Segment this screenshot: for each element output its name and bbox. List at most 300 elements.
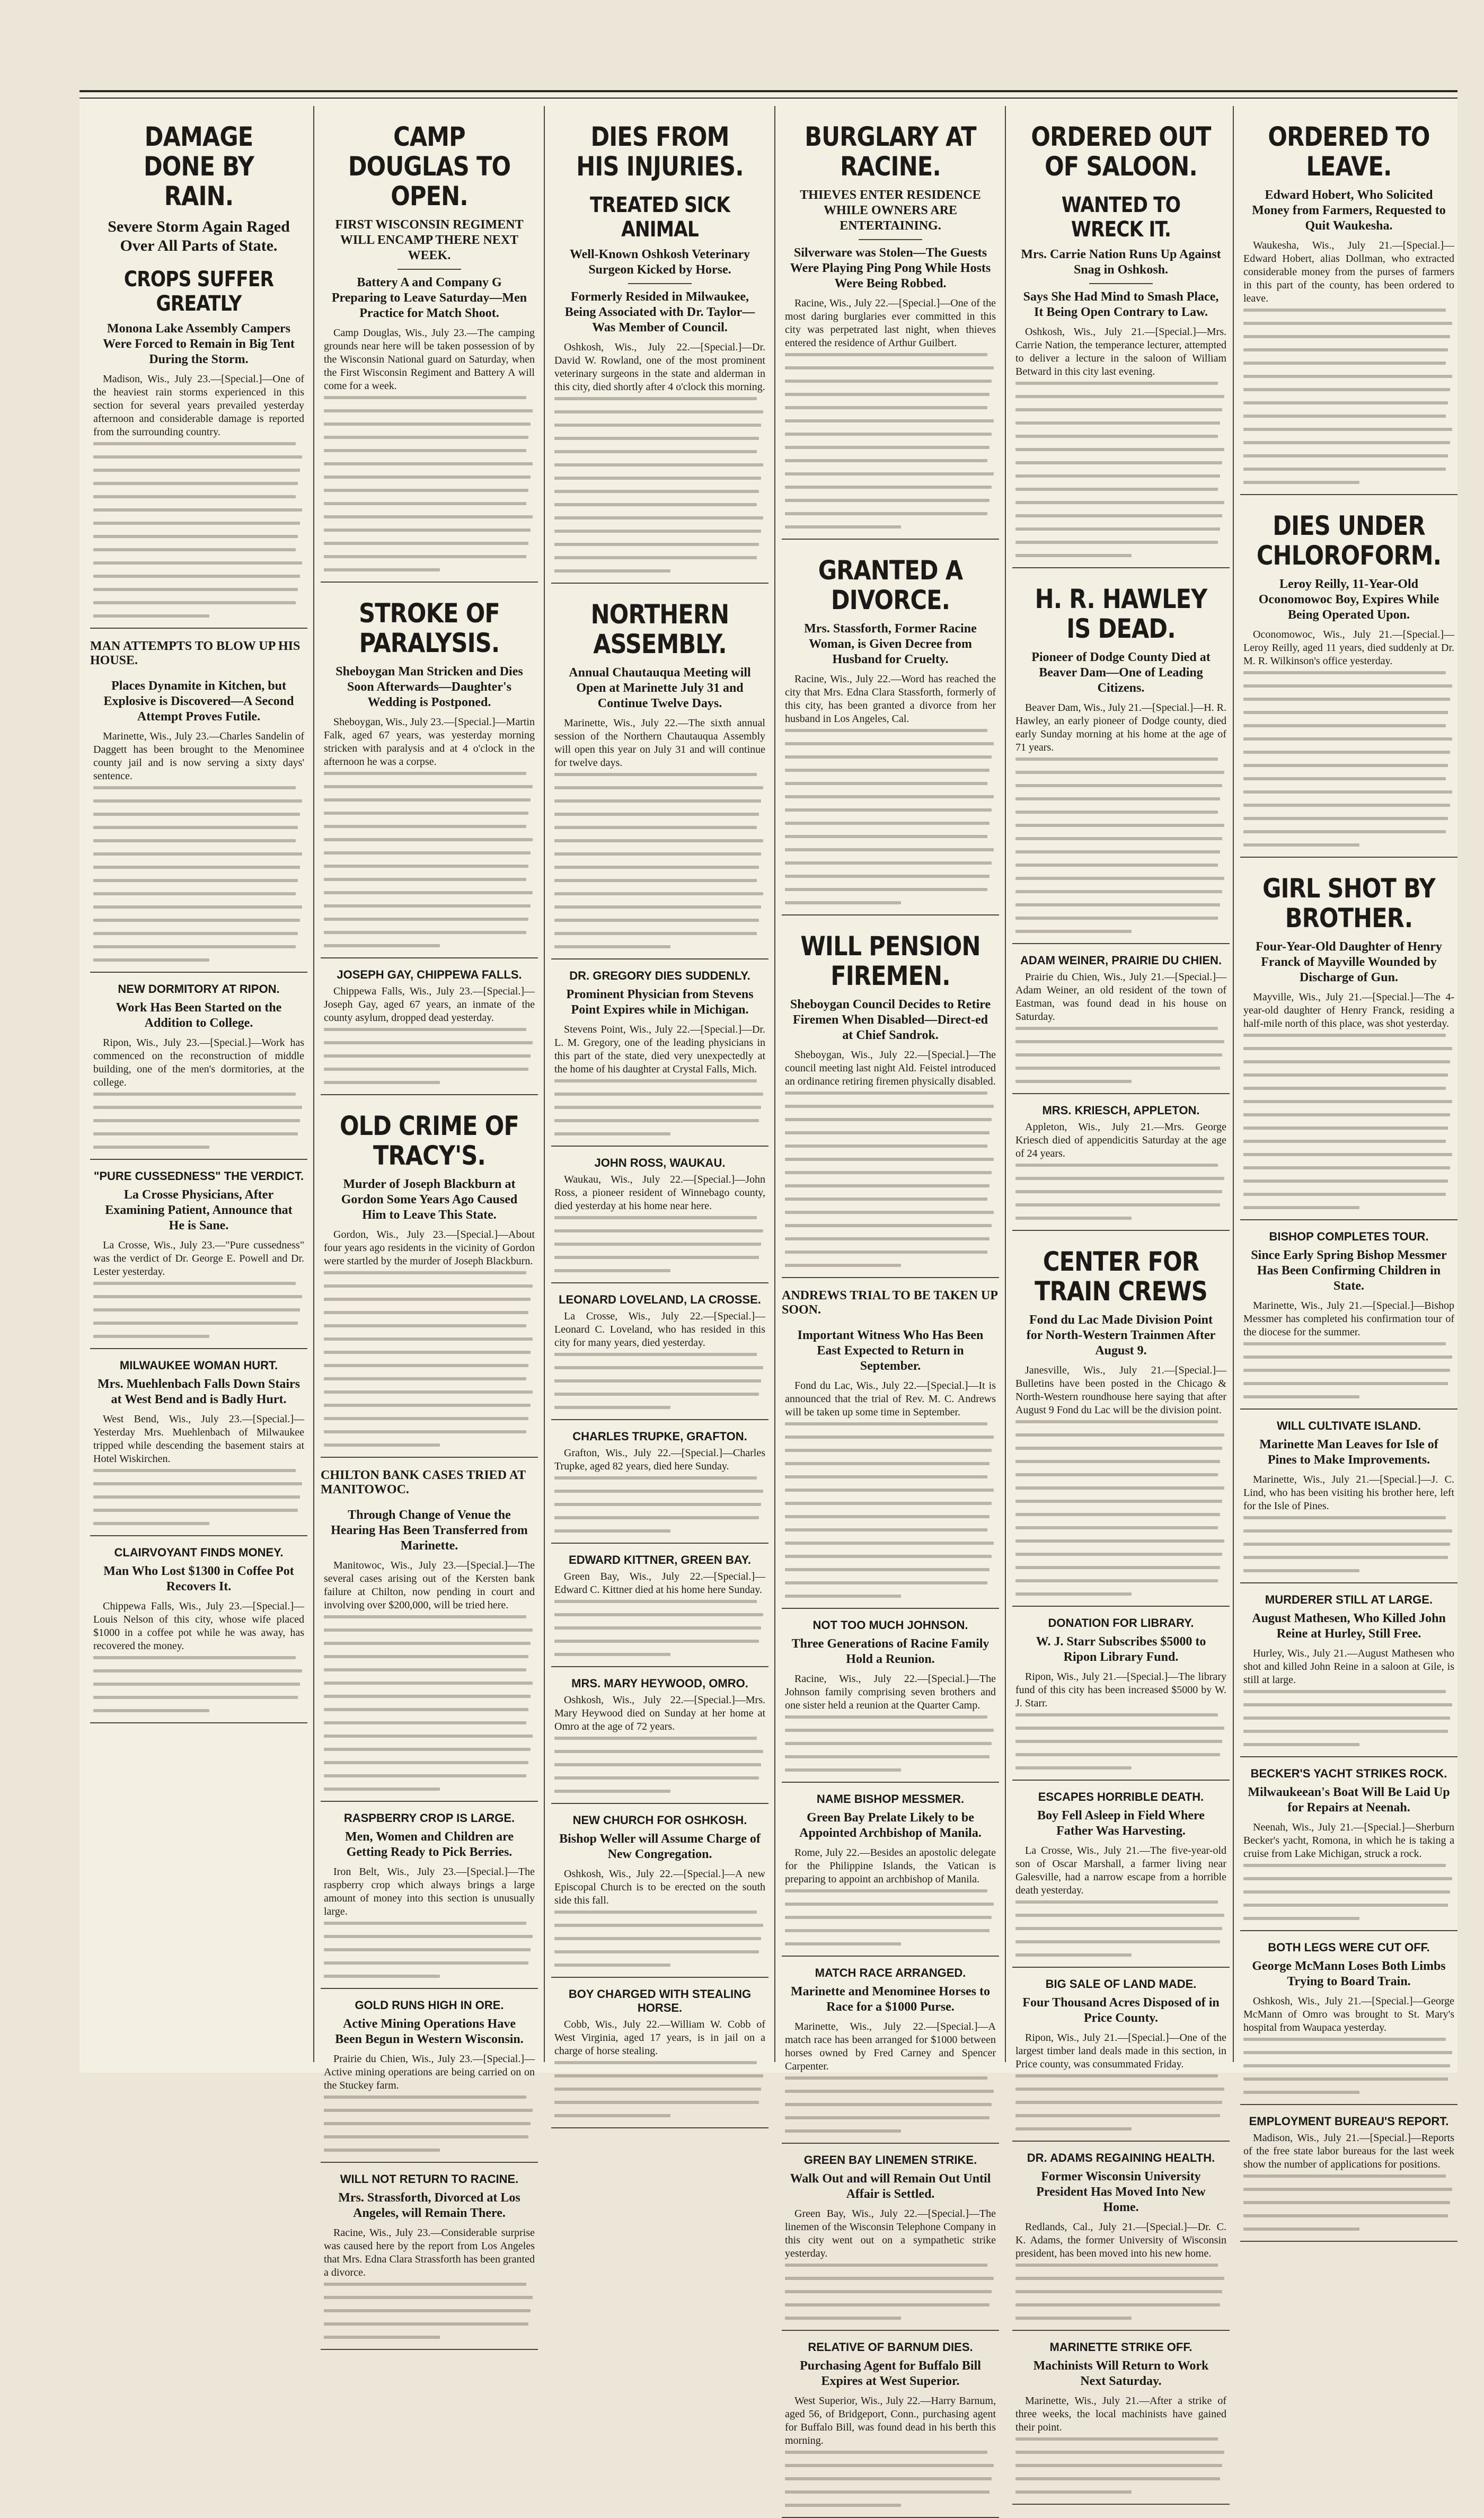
- article-body: Ripon, Wis., July 21.—[Special.]—The library fund of this city has been increased $5000 by W. J. Starr.: [1015, 1671, 1226, 1709]
- article-deck: Through Change of Venue the Hearing Has Been Transferred from Marinette.: [331, 1508, 528, 1553]
- deck-divider: [628, 283, 692, 284]
- article-body: Rome, July 22.—Besides an apostolic delegate for the Philippine Islands, the Vatican is preparing to appoint an archbishop of Manila.: [785, 1846, 996, 1885]
- article-subheadline: JOHN ROSS, WAUKAU.: [594, 1156, 726, 1169]
- article-body: Oshkosh, Wis., July 21.—[Special.]—Mrs. Carrie Nation, the temperance lecturer, attempted to deliver a lecture in the saloon of William Betward in this city last evening.: [1015, 326, 1226, 377]
- article-separator: [1240, 2104, 1458, 2105]
- article: [551, 1987, 768, 2128]
- article-separator: [1240, 1582, 1458, 1583]
- article-deck: Bishop Weller will Assume Charge of New Congregation.: [559, 1832, 761, 1861]
- article-deck: Boy Fell Asleep in Field Where Father Was Harvesting.: [1037, 1809, 1205, 1838]
- article-body: Cobb, Wis., July 22.—William W. Cobb of West Virginia, aged 17 years, is in jail on a charge of horse stealing.: [554, 2019, 765, 2057]
- article-subheadline: NEW DORMITORY AT RIPON.: [118, 982, 280, 996]
- article-deck: Machinists Will Return to Work Next Saturday.: [1033, 2359, 1209, 2388]
- article-separator: [1240, 857, 1458, 858]
- article-headline: GIRL SHOT BY BROTHER.: [1262, 873, 1435, 934]
- article-deck: Edward Hobert, Who Solicited Money from Farmers, Requested to Quit Waukesha.: [1252, 188, 1446, 233]
- article-body-continued: [1243, 1034, 1454, 1209]
- article-body-continued: [93, 1469, 304, 1525]
- article: [321, 1111, 538, 1458]
- article-subheadline: RASPBERRY CROP IS LARGE.: [343, 1811, 515, 1825]
- article-body-continued: [1015, 1420, 1226, 1596]
- article-separator: [90, 628, 307, 629]
- article-headline: H. R. HAWLEY IS DEAD.: [1035, 584, 1207, 644]
- deck-divider: [398, 269, 461, 270]
- article-body: La Crosse, Wis., July 22.—[Special.]—Leonard C. Loveland, who has resided in this city for many years, died yesterday.: [554, 1310, 765, 1349]
- article-body-continued: [1015, 2074, 1226, 2130]
- article-separator: [1240, 2241, 1458, 2242]
- article-subheadline: BOY CHARGED WITH STEALING HORSE.: [568, 1987, 752, 2014]
- article-subheadline: GREEN BAY LINEMEN STRIKE.: [803, 2153, 977, 2167]
- article-body: Oshkosh, Wis., July 22.—[Special.]—A new Episcopal Church is to be erected on the south side this fall.: [554, 1868, 765, 1906]
- article-headline: DAMAGE DONE BY RAIN.: [143, 121, 254, 212]
- article: [90, 982, 307, 1160]
- article: [1012, 122, 1230, 568]
- article: [321, 968, 538, 1095]
- article: [321, 1468, 538, 1802]
- article-separator: [90, 1348, 307, 1349]
- article-body-continued: [1015, 1900, 1226, 1957]
- article-subheadline: RELATIVE OF BARNUM DIES.: [808, 2340, 973, 2354]
- article-separator: [321, 2349, 538, 2350]
- article-body-continued: [93, 1282, 304, 1338]
- article: [1012, 2151, 1230, 2331]
- article: [321, 1811, 538, 1989]
- article-headline: ANDREWS TRIAL TO BE TAKEN UP SOON.: [782, 1288, 997, 1317]
- article-deck: Purchasing Agent for Buffalo Bill Expires at West Superior.: [800, 2358, 981, 2388]
- article-deck: W. J. Starr Subscribes $5000 to Ripon Library Fund.: [1036, 1635, 1206, 1664]
- article-body-continued: [1243, 2174, 1454, 2231]
- article-deck: Pioneer of Dodge County Died at Beaver Dam—One of Leading Citizens.: [1031, 650, 1211, 695]
- article-separator: [551, 958, 768, 959]
- article-body: Neenah, Wis., July 21.—[Special.]—Sherburn Becker's yacht, Romona, in which he is taking a cruise from Lake Michigan, struck a rock.: [1243, 1821, 1454, 1860]
- article-body: West Superior, Wis., July 22.—Harry Barnum, aged 56, of Bridgeport, Conn., purchasing agent for Buffalo Bill, was found dead in his berth this morning.: [785, 2394, 996, 2446]
- article-deck: Four Thousand Acres Disposed of in Price County.: [1022, 1996, 1220, 2025]
- article-deck: Leroy Reilly, 11-Year-Old Oconomowoc Boy, Expires While Being Operated Upon.: [1258, 577, 1439, 622]
- article: [1012, 1247, 1230, 1607]
- article-separator: [1012, 567, 1230, 568]
- article-body-continued: [554, 1737, 765, 1793]
- article-body-continued: [785, 1715, 996, 1772]
- article-body-continued: [554, 1910, 765, 1967]
- article-deck: Battery A and Company G Preparing to Leave Saturday—Men Practice for Match Shoot.: [331, 276, 527, 320]
- article-body-continued: [1015, 1164, 1226, 1220]
- article-separator: [321, 1094, 538, 1095]
- article-body: Waukesha, Wis., July 21.—[Special.]—Edward Hobert, alias Dollman, who extracted considerable money from the purses of farmers in this part of the county, has been ordered to leave.: [1243, 240, 1454, 304]
- article-body-continued: [554, 773, 765, 948]
- article-headline: OLD CRIME OF TRACY'S.: [339, 1111, 519, 1171]
- article-separator: [321, 582, 538, 583]
- article-headline: DIES UNDER CHLOROFORM.: [1256, 510, 1442, 571]
- article-separator: [551, 1146, 768, 1147]
- article-body-continued: [93, 1656, 304, 1712]
- article: [321, 1998, 538, 2163]
- article: [1240, 874, 1458, 1220]
- column-rule: [1233, 106, 1234, 2062]
- article-deck: Former Wisconsin University President Has Moved Into New Home.: [1036, 2170, 1206, 2214]
- article-separator: [782, 914, 999, 915]
- article-body-continued: [785, 1091, 996, 1267]
- article-deck: Mrs. Carrie Nation Runs Up Against Snag in Oshkosh.: [1021, 248, 1221, 277]
- article-subheadline: DR. GREGORY DIES SUDDENLY.: [569, 969, 750, 982]
- article-body-continued: [785, 1889, 996, 1945]
- article: [90, 1546, 307, 1723]
- article-separator: [551, 2127, 768, 2128]
- article-body: Appleton, Wis., July 21.—Mrs. George Kriesch died of appendicitis Saturday at the age of 24 years.: [1015, 1121, 1226, 1159]
- article-body: Redlands, Cal., July 21.—[Special.]—Dr. C. K. Adams, the former University of Wisconsin president, has been moved into his new home.: [1015, 2221, 1226, 2259]
- article-subheadline: BOTH LEGS WERE CUT OFF.: [1268, 1941, 1430, 1954]
- article-separator: [1012, 2504, 1230, 2505]
- article-deck: Green Bay Prelate Likely to be Appointed Archbishop of Manila.: [799, 1810, 982, 1840]
- article-body: Marinette, Wis., July 22.—[Special.]—A match race has been arranged for $1000 between horses owned by Fred Carney and Spencer Carpenter.: [785, 2020, 996, 2072]
- article-subheadline: WILL CULTIVATE ISLAND.: [1276, 1419, 1421, 1432]
- article-body: Waukau, Wis., July 22.—[Special.]—John Ross, a pioneer resident of Winnebago county, died yesterday at his home near here.: [554, 1174, 765, 1212]
- article-body-continued: [785, 2451, 996, 2507]
- article-separator: [1240, 1219, 1458, 1220]
- article-deck: Places Dynamite in Kitchen, but Explosive is Discovered—A Second Attempt Proves Futile.: [103, 679, 294, 724]
- article-separator: [1012, 2330, 1230, 2331]
- column-6: [1240, 106, 1458, 2170]
- article-body-continued: [554, 1079, 765, 1135]
- article-body: Beaver Dam, Wis., July 21.—[Special.]—H. R. Hawley, an early pioneer of Dodge county, died early Sunday morning at his home at the age of 71 years.: [1015, 702, 1226, 753]
- article-body-continued: [93, 786, 304, 962]
- article-second-headline: WANTED TO WRECK IT.: [1061, 193, 1181, 242]
- article-deck: Says She Had Mind to Smash Place, It Being Open Contrary to Law.: [1023, 290, 1219, 319]
- article-separator: [1012, 1606, 1230, 1607]
- article-deck: Man Who Lost $1300 in Coffee Pot Recovers It.: [103, 1564, 294, 1593]
- article-subheadline: EMPLOYMENT BUREAU'S REPORT.: [1249, 2115, 1449, 2128]
- article: [1012, 954, 1230, 1094]
- article-deck: FIRST WISCONSIN REGIMENT WILL ENCAMP THERE NEXT WEEK.: [335, 218, 524, 262]
- article: [551, 600, 768, 959]
- article: [782, 1792, 999, 1957]
- article-body: La Crosse, Wis., July 21.—The five-year-old son of Oscar Marshall, a farmer living near Galesville, had a narrow escape from a horrible death yesterday.: [1015, 1845, 1226, 1896]
- article: [551, 1677, 768, 1804]
- masthead-rule: [80, 90, 1458, 99]
- article-separator: [551, 1977, 768, 1978]
- article: [90, 639, 307, 973]
- article-subheadline: MARINETTE STRIKE OFF.: [1049, 2340, 1192, 2354]
- article-separator: [1240, 1408, 1458, 1410]
- article-subheadline: MRS. KRIESCH, APPLETON.: [1042, 1104, 1200, 1117]
- article-separator: [321, 1457, 538, 1458]
- deck-divider: [1089, 283, 1153, 284]
- article-body-continued: [324, 2283, 535, 2339]
- article-deck: Since Early Spring Bishop Messmer Has Been Confirming Children in State.: [1251, 1248, 1447, 1293]
- article-body: Hurley, Wis., July 21.—August Mathesen who shot and killed John Reine in a saloon at Gile, is still at large.: [1243, 1648, 1454, 1686]
- article-headline: CENTER FOR TRAIN CREWS: [1035, 1246, 1207, 1307]
- article: [551, 1813, 768, 1978]
- article-body: Oshkosh, Wis., July 21.—[Special.]—George McMann of Omro was brought to St. Mary's hospital from Waupaca yesterday.: [1243, 1995, 1454, 2033]
- article-body: Sheboygan, Wis., July 23.—[Special.]—Martin Falk, aged 67 years, was yesterday morning stricken with paralysis and at 4 o'clock in the afternoon he was a corpse.: [324, 716, 535, 768]
- article-body-continued: [1243, 1516, 1454, 1572]
- article-body: Iron Belt, Wis., July 23.—[Special.]—The raspberry crop which always brings a large amount of money into this section is unusually large.: [324, 1865, 535, 1917]
- article-body: Racine, Wis., July 22.—Word has reached the city that Mrs. Edna Clara Stassforth, formerly of this city, has been granted a divorce from her husband in Los Angeles, Cal.: [785, 673, 996, 725]
- article-body-continued: [324, 2096, 535, 2152]
- article-subheadline: MATCH RACE ARRANGED.: [815, 1966, 966, 1979]
- article-body-continued: [1015, 1027, 1226, 1083]
- article-subhead: Severe Storm Again Raged Over All Parts of State.: [108, 218, 290, 254]
- deck-divider: [859, 239, 922, 240]
- article-body: Oshkosh, Wis., July 22.—[Special.]—Dr. David W. Rowland, one of the most prominent veterinary surgeons in the state and alderman in this city, died shortly after 4 o'clock this morning.: [554, 341, 765, 393]
- article-separator: [1012, 2141, 1230, 2142]
- article-body-continued: [554, 397, 765, 573]
- article-headline: BURGLARY AT RACINE.: [805, 121, 976, 182]
- article: [321, 2172, 538, 2350]
- article-body-continued: [1015, 2437, 1226, 2494]
- article-separator: [1012, 1967, 1230, 1968]
- article-deck: August Mathesen, Who Killed John Reine at Hurley, Still Free.: [1252, 1612, 1446, 1641]
- article-body-continued: [324, 1028, 535, 1084]
- article: [321, 598, 538, 958]
- article-body: Ripon, Wis., July 21.—[Special.]—One of the largest timber land deals made in this section, in Price county, was consummated Friday.: [1015, 2032, 1226, 2070]
- article-subheadline: ESCAPES HORRIBLE DEATH.: [1038, 1790, 1204, 1803]
- article: [1012, 1977, 1230, 2142]
- article-body: Green Bay, Wis., July 22.—[Special.]—Edward C. Kittner died at his home here Sunday.: [554, 1571, 765, 1596]
- article-headline: DIES FROM HIS INJURIES.: [576, 121, 744, 182]
- article-body-continued: [554, 2061, 765, 2117]
- column-rule: [1005, 106, 1006, 2062]
- article-separator: [551, 1543, 768, 1544]
- article-body: Manitowoc, Wis., July 23.—[Special.]—The several cases arising out of the Kersten bank failure at Chilton, now pending in court and involving over $200,000, will be tried here.: [324, 1559, 535, 1611]
- article-body: Mayville, Wis., July 21.—[Special.]—The 4-year-old daughter of Henry Franck, residing a half-mile north of this place, was shot yesterday.: [1243, 991, 1454, 1029]
- article-subheadline: "PURE CUSSEDNESS" THE VERDICT.: [93, 1169, 304, 1183]
- article: [782, 1966, 999, 2144]
- article-separator: [1240, 1930, 1458, 1931]
- article: [551, 1430, 768, 1544]
- article-body: Racine, Wis., July 22.—[Special.]—One of the most daring burglaries ever committed in this city was perpetrated last night, when thieves entered the residence of Arthur Guilbert.: [785, 297, 996, 349]
- article-body-continued: [1243, 309, 1454, 484]
- article-separator: [782, 1782, 999, 1783]
- article-subheadline: NAME BISHOP MESSMER.: [816, 1792, 965, 1806]
- article-deck: Sheboygan Man Stricken and Dies Soon Afterwards—Daughter's Wedding is Postponed.: [335, 665, 523, 709]
- article-headline: STROKE OF PARALYSIS.: [359, 598, 500, 658]
- article-deck: La Crosse Physicians, After Examining Patient, Announce that He is Sane.: [105, 1187, 293, 1232]
- article-body-continued: [785, 1422, 996, 1598]
- article-body: Marinette, Wis., July 21.—[Special.]—J. C. Lind, who has been visiting his brother here, left for the Isle of Pines.: [1243, 1474, 1454, 1512]
- article-body: Oshkosh, Wis., July 22.—[Special.]—Mrs. Mary Heywood died on Sunday at her home at Omro at the age of 72 years.: [554, 1694, 765, 1732]
- article-deck: Silverware was Stolen—The Guests Were Playing Ping Pong While Hosts Were Being Robbed.: [790, 246, 991, 290]
- article-body: Ripon, Wis., July 23.—[Special.]—Work has commenced on the reconstruction of middle building, one of the men's dormitories, at the college.: [93, 1036, 304, 1088]
- article-body-continued: [1015, 2264, 1226, 2320]
- article-body: Stevens Point, Wis., July 22.—[Special.]—Dr. L. M. Gregory, one of the leading physicians in this part of the state, died very unexpectedly at the home of his daughter at Crystal Falls, Mich.: [554, 1024, 765, 1075]
- article-body: Gordon, Wis., July 23.—[Special.]—About four years ago residents in the vicinity of Gordon were startled by the murder of Joseph Blackburn.: [324, 1229, 535, 1267]
- article: [782, 556, 999, 915]
- article-deck: Well-Known Oshkosh Veterinary Surgeon Kicked by Horse.: [569, 248, 750, 277]
- article-deck: Active Mining Operations Have Been Begun in Western Wisconsin.: [335, 2017, 524, 2046]
- article-body: Racine, Wis., July 23.—Considerable surprise was caused here by the report from Los Angeles that Mrs. Edna Clara Strassforth has been granted a divorce.: [324, 2226, 535, 2278]
- article-deck: Annual Chautauqua Meeting will Open at Marinette July 31 and Continue Twelve Days.: [569, 666, 751, 710]
- article-headline: GRANTED A DIVORCE.: [818, 555, 963, 615]
- article: [782, 1289, 999, 1609]
- article: [1012, 584, 1230, 944]
- article-subheadline: EDWARD KITTNER, GREEN BAY.: [569, 1553, 751, 1566]
- article-body-continued: [324, 1271, 535, 1447]
- article: [551, 969, 768, 1147]
- article-separator: [1012, 1230, 1230, 1231]
- article-deck: THIEVES ENTER RESIDENCE WHILE OWNERS ARE ENTERTAINING.: [800, 188, 981, 233]
- article-body: Prairie du Chien, Wis., July 23.—[Special.]—Active mining operations are being carried on on the Stuckey farm.: [324, 2053, 535, 2091]
- article: [321, 122, 538, 583]
- article: [1240, 511, 1458, 858]
- article-body: Sheboygan, Wis., July 22.—[Special.]—The council meeting last night Ald. Feistel introduced an ordinance retiring firemen physically disabled.: [785, 1049, 996, 1087]
- article-body-continued: [1015, 758, 1226, 933]
- article-deck: Monona Lake Assembly Campers Were Forced to Remain in Big Tent During the Storm.: [103, 322, 295, 366]
- article-body-continued: [1243, 2038, 1454, 2094]
- article-headline: ORDERED TO LEAVE.: [1268, 121, 1430, 182]
- article-body-continued: [554, 1476, 765, 1533]
- article-separator: [551, 1282, 768, 1283]
- article-separator: [1012, 1093, 1230, 1094]
- article: [1240, 1941, 1458, 2105]
- article-body: Madison, Wis., July 23.—[Special.]—One of the heaviest rain storms experienced in this section for several years prevailed yesterday afternoon and considerable damage is reported from the surrounding country.: [93, 373, 304, 438]
- article-body: Chippewa Falls, Wis., July 23.—[Special.]—Joseph Gay, aged 67 years, an inmate of the county asylum, dropped dead yesterday.: [324, 985, 535, 1024]
- article-body-continued: [1015, 1713, 1226, 1769]
- article: [1240, 1767, 1458, 1931]
- article-subheadline: GOLD RUNS HIGH IN ORE.: [355, 1998, 504, 2012]
- article-subheadline: MRS. MARY HEYWOOD, OMRO.: [571, 1677, 748, 1690]
- article-body-continued: [785, 353, 996, 529]
- article-deck: George McMann Loses Both Limbs Trying to Board Train.: [1252, 1959, 1446, 1988]
- article-separator: [782, 1956, 999, 1957]
- article-separator: [321, 2162, 538, 2163]
- article-deck: Fond du Lac Made Division Point for North-Western Trainmen After August 9.: [1026, 1313, 1216, 1358]
- article-subheadline: DR. ADAMS REGAINING HEALTH.: [1027, 2151, 1215, 2164]
- article-separator: [321, 1801, 538, 1802]
- article-body-continued: [1243, 1342, 1454, 1398]
- article-separator: [90, 1159, 307, 1160]
- column-rule: [313, 106, 314, 2062]
- article-headline: CHILTON BANK CASES TRIED AT MANITOWOC.: [321, 1468, 526, 1496]
- article-deck: Marinette and Menominee Horses to Race for a $1000 Purse.: [791, 1984, 990, 2014]
- article-subheadline: MILWAUKEE WOMAN HURT.: [119, 1358, 278, 1372]
- article: [1240, 1593, 1458, 1757]
- column-rule: [544, 106, 545, 2062]
- article-headline: WILL PENSION FIREMEN.: [800, 931, 980, 991]
- article: [551, 122, 768, 584]
- column-1: [90, 106, 307, 2062]
- article-second-headline: CROPS SUFFER GREATLY: [123, 267, 274, 316]
- article-body: Marinette, Wis., July 21.—After a strike of three weeks, the local machinists have gained their point.: [1015, 2395, 1226, 2433]
- article-deck: Mrs. Strassforth, Divorced at Los Angeles, will Remain There.: [338, 2190, 520, 2220]
- article-body: Green Bay, Wis., July 22.—[Special.]—The linemen of the Wisconsin Telephone Company in this city went out on a sympathetic strike yesterday.: [785, 2207, 996, 2259]
- article: [1240, 1230, 1458, 1410]
- article-body: Marinette, Wis., July 22.—The sixth annual session of the Northern Chautauqua Assembly will open this year on July 31 and will continue for twelve days.: [554, 717, 765, 769]
- article: [1240, 2115, 1458, 2242]
- article-body-continued: [1243, 1864, 1454, 1920]
- article: [1240, 122, 1458, 495]
- article: [90, 1359, 307, 1536]
- article-deck: Important Witness Who Has Been East Expected to Return in September.: [797, 1328, 984, 1373]
- article-headline: NORTHERN ASSEMBLY.: [590, 599, 729, 659]
- article: [782, 1618, 999, 1783]
- article-separator: [782, 539, 999, 540]
- article-body-continued: [554, 1353, 765, 1409]
- article-separator: [1012, 943, 1230, 944]
- article-body-continued: [93, 1093, 304, 1149]
- article-headline: ORDERED OUT OF SALOON.: [1031, 121, 1211, 182]
- article: [782, 931, 999, 1278]
- article-separator: [1240, 1756, 1458, 1757]
- article-body: Marinette, Wis., July 21.—[Special.]—Bishop Messmer has completed his confirmation tour of the diocese for the summer.: [1243, 1300, 1454, 1338]
- article-body: West Bend, Wis., July 23.—[Special.]—Yesterday Mrs. Muehlenbach of Milwaukee tripped while descending the basement stairs at Hotel Wiskirchen.: [93, 1413, 304, 1465]
- article-body-continued: [1243, 671, 1454, 847]
- article: [1012, 1104, 1230, 1231]
- article-deck: Milwaukeean's Boat Will Be Laid Up for Repairs at Neenah.: [1248, 1785, 1450, 1815]
- article-body-continued: [1243, 1690, 1454, 1746]
- article: [90, 1169, 307, 1349]
- article-body: Camp Douglas, Wis., July 23.—The camping grounds near here will be taken possession of by the Wisconsin National guard on Saturday, when the First Wisconsin Regiment and Battery A will come for a week.: [324, 327, 535, 392]
- article-separator: [551, 1419, 768, 1420]
- article-deck: Four-Year-Old Daughter of Henry Franck of Mayville Wounded by Discharge of Gun.: [1256, 940, 1442, 984]
- article-separator: [1240, 494, 1458, 495]
- column-5: [1012, 106, 1230, 2433]
- article: [551, 1156, 768, 1283]
- article-separator: [90, 972, 307, 973]
- article: [1012, 1616, 1230, 1781]
- article-separator: [782, 2330, 999, 2331]
- article-body-continued: [324, 772, 535, 947]
- column-4: [782, 106, 999, 2446]
- article-subheadline: BISHOP COMPLETES TOUR.: [1269, 1230, 1429, 1243]
- article-separator: [1012, 1780, 1230, 1781]
- article-deck: Mrs. Muehlenbach Falls Down Stairs at West Bend and is Badly Hurt.: [98, 1377, 301, 1406]
- article-subheadline: CLAIRVOYANT FINDS MONEY.: [114, 1545, 284, 1559]
- article: [1012, 1790, 1230, 1968]
- article-body-continued: [554, 1600, 765, 1656]
- article-body-continued: [554, 1216, 765, 1272]
- article-body: Oconomowoc, Wis., July 21.—[Special.]—Leroy Reilly, aged 11 years, died suddenly at Dr. M. R. Wilkinson's office yesterday.: [1243, 629, 1454, 667]
- article-subheadline: LEONARD LOVELAND, LA CROSSE.: [559, 1293, 761, 1306]
- article: [782, 2340, 999, 2518]
- article-subheadline: BIG SALE OF LAND MADE.: [1045, 1977, 1197, 1991]
- article-deck: Prominent Physician from Stevens Point Expires while in Michigan.: [566, 988, 754, 1017]
- article-deck: Mrs. Stassforth, Former Racine Woman, is Given Decree from Husband for Cruelty.: [804, 622, 977, 666]
- article-body-continued: [785, 2264, 996, 2320]
- newspaper-page: [80, 90, 1458, 2446]
- column-3: [551, 106, 768, 2062]
- column-rule: [774, 106, 775, 2062]
- article: [551, 1293, 768, 1420]
- article-deck: Sheboygan Council Decides to Retire Firemen When Disabled—Direct-ed at Chief Sandrok.: [790, 998, 991, 1042]
- article-separator: [782, 1277, 999, 1278]
- article-deck: Formerly Resided in Milwaukee, Being Associated with Dr. Taylor—Was Member of Council.: [564, 290, 755, 334]
- article-subheadline: DONATION FOR LIBRARY.: [1048, 1616, 1194, 1630]
- article-separator: [90, 1722, 307, 1723]
- article-body: Marinette, Wis., July 23.—Charles Sandelin of Daggett has been brought to the Menominee county jail and is now serving a sixty days' sentence.: [93, 730, 304, 782]
- article-deck: Work Has Been Started on the Addition to College.: [116, 1000, 282, 1030]
- article-deck: Three Generations of Racine Family Hold a Reunion.: [791, 1636, 990, 1666]
- article-body: Madison, Wis., July 21.—[Special.]—Reports of the free state labor bureaus for the last week show the number of applications for positions.: [1243, 2132, 1454, 2170]
- article-body-continued: [785, 729, 996, 904]
- article-deck: Marinette Man Leaves for Isle of Pines to Make Improvements.: [1259, 1438, 1438, 1467]
- article-separator: [321, 1988, 538, 1989]
- article-subheadline: BECKER'S YACHT STRIKES ROCK.: [1250, 1767, 1447, 1780]
- article-body-continued: [324, 396, 535, 571]
- article-body: La Crosse, Wis., July 23.—"Pure cussedness" was the verdict of Dr. George E. Powell and Dr. Lester yesterday.: [93, 1239, 304, 1278]
- article-subheadline: WILL NOT RETURN TO RACINE.: [340, 2172, 519, 2186]
- column-2: [321, 106, 538, 2278]
- article-deck: Walk Out and will Remain Out Until Affair is Settled.: [790, 2171, 991, 2201]
- article-body-continued: [785, 2076, 996, 2133]
- article: [782, 122, 999, 540]
- article-separator: [551, 1803, 768, 1804]
- article-deck: Men, Women and Children are Getting Ready to Pick Berries.: [344, 1829, 514, 1859]
- article-separator: [782, 2143, 999, 2144]
- article-separator: [321, 957, 538, 958]
- article-separator: [551, 583, 768, 584]
- article-body: Prairie du Chien, Wis., July 21.—[Special.]—Adam Weiner, an old resident of the town of Eastman, was found dead in his house on Saturday.: [1015, 971, 1226, 1023]
- article-body-continued: [1015, 382, 1226, 557]
